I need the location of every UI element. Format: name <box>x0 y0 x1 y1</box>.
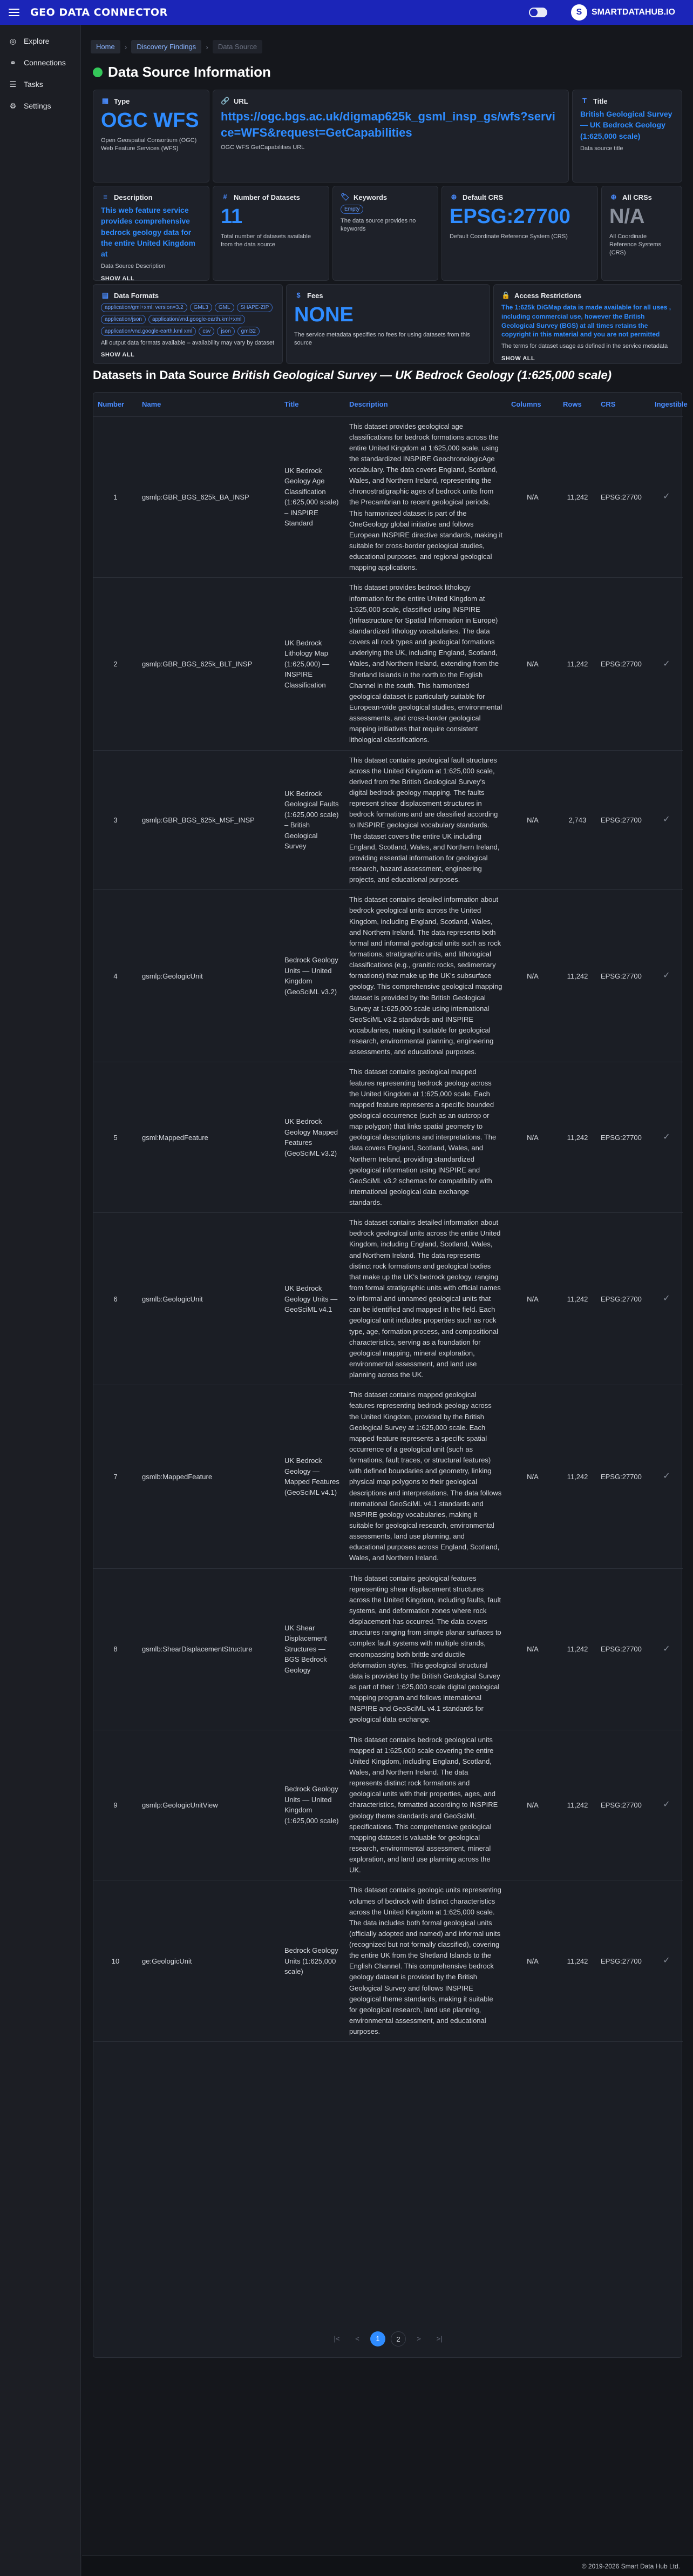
cell-number: 8 <box>93 1568 138 1730</box>
sidebar-item-explore[interactable] <box>0 30 80 52</box>
keyword-chip: Empty <box>341 205 363 214</box>
datasets-card <box>213 186 329 281</box>
access-card <box>493 284 682 364</box>
keywords-card <box>332 186 438 281</box>
cell-columns: N/A <box>507 1385 559 1568</box>
toggle-knob <box>530 9 538 16</box>
format-chip: gml32 <box>237 327 260 336</box>
sidebar-item-connections[interactable] <box>0 52 80 73</box>
title-icon: T <box>582 97 587 105</box>
page-title-text: Data Source Information <box>108 64 271 80</box>
link-icon: 🔗 <box>221 97 230 105</box>
column-header-ingestible[interactable]: Ingestible <box>650 393 683 416</box>
column-header-rows[interactable]: Rows <box>559 393 596 416</box>
cell-name: gsmlp:GeologicUnit <box>138 890 280 1062</box>
table-row[interactable] <box>93 750 683 890</box>
breadcrumb <box>91 40 262 53</box>
file-icon: ▤ <box>101 291 109 299</box>
access-sub: The terms for dataset usage as defined in the service metadata <box>501 343 668 350</box>
cell-rows: 2,743 <box>559 750 596 890</box>
cell-columns: N/A <box>507 1880 559 2042</box>
chevron-right-icon: › <box>124 42 127 51</box>
default-crs-card <box>441 186 598 281</box>
cell-description: This dataset contains geological fault structures across the United Kingdom at 1:625,000 scale, derived from the British Geological Survey's digital bedrock geology mapping. The faults represent shear displacement structures in bedrock formations and are classified according to INSPIRE geological vocabulary standards. The dataset covers the entire UK including England, Scotland, Wales, and Northern Ireland, providing essential information for geological research, hazard assessment, engineering projects, and educational purposes. <box>345 750 507 890</box>
all-crs-value: N/A <box>609 205 645 228</box>
card-label: Default CRS <box>463 193 504 201</box>
cell-crs: EPSG:27700 <box>596 1062 650 1213</box>
card-label: All CRSs <box>622 193 652 201</box>
cell-title: UK Bedrock Geology Mapped Features (GeoSciML v3.2) <box>280 1062 345 1213</box>
cell-number: 4 <box>93 890 138 1062</box>
format-chips <box>101 303 275 336</box>
cell-title: UK Shear Displacement Structures — BGS Bedrock Geology <box>280 1568 345 1730</box>
cell-crs: EPSG:27700 <box>596 578 650 750</box>
column-header-number[interactable]: Number <box>93 393 138 416</box>
cell-name: gsmlb:MappedFeature <box>138 1385 280 1568</box>
cell-crs: EPSG:27700 <box>596 1213 650 1385</box>
cell-description: This dataset contains geological mapped features representing bedrock geology across the United Kingdom at 1:625,000 scale. Each mapped feature represents a specific bounded geological occurrence (such as an outcrop or map polygon) that links spatial geometry to geological descriptions and interpretations. The data covers England, Scotland, Wales, and Northern Ireland, providing standardized geological information using INSPIRE and GeoSciML v3.2 schemas for compatibility with international geological data exchange standards. <box>345 1062 507 1213</box>
cell-columns: N/A <box>507 1568 559 1730</box>
crs-icon: ⊕ <box>451 193 457 201</box>
cell-title: Bedrock Geology Units — United Kingdom (1:625,000 scale) <box>280 1730 345 1880</box>
table-row[interactable] <box>93 578 683 750</box>
brand-logo-icon: S <box>571 4 587 21</box>
format-chip: csv <box>199 327 214 336</box>
format-chip: GML <box>215 303 234 312</box>
cell-crs: EPSG:27700 <box>596 1385 650 1568</box>
description-value: This web feature service provides comprehensive bedrock geology data for the entire United Kingdom at <box>101 206 195 259</box>
table-header-row <box>93 393 683 416</box>
gear-icon: ⚙ <box>9 102 17 110</box>
access-value: The 1:625k DiGMap data is made available for all uses , including commercial use, however the British Geological Survey (BGS) at all times retains the copyright in this material and you are not permitted <box>501 304 671 339</box>
sidebar <box>0 25 81 2576</box>
cell-rows: 11,242 <box>559 1730 596 1880</box>
type-sub: Open Geospatial Consortium (OGC) Web Feature Services (WFS) <box>101 137 197 152</box>
sidebar-item-settings[interactable] <box>0 95 80 117</box>
url-link[interactable]: https://ogc.bgs.ac.uk/digmap625k_gsml_insp_gs/wfs?service=WFS&request=GetCapabilities <box>221 110 555 139</box>
format-chip: application/vnd.google-earth.kml xml <box>101 327 196 336</box>
check-icon: ✓ <box>650 890 683 1062</box>
description-icon: ≡ <box>103 193 107 201</box>
cell-title: UK Bedrock Geology Age Classification (1:625,000 scale) – INSPIRE Standard <box>280 416 345 578</box>
card-label: Number of Datasets <box>234 193 300 201</box>
cell-crs: EPSG:27700 <box>596 416 650 578</box>
fees-value: NONE <box>294 304 354 326</box>
title-value: British Geological Survey — UK Bedrock Geology (1:625,000 scale) <box>580 110 672 140</box>
cell-crs: EPSG:27700 <box>596 1730 650 1880</box>
formats-sub: All output data formats available – availability may vary by dataset <box>101 340 274 346</box>
sidebar-item-label: Settings <box>24 102 51 110</box>
check-icon: ✓ <box>650 1213 683 1385</box>
cell-name: gsmlb:ShearDisplacementStructure <box>138 1568 280 1730</box>
format-chip: application/json <box>101 315 146 324</box>
cell-description: This dataset contains mapped geological features representing bedrock geology across the United Kingdom, provided by the British Geological Survey at 1:625,000 scale. Each mapped feature represents a specific spatial occurrence of a geological unit (such as formations, fault traces, or structural features) with defined boundaries and geometry, linking physical map polygons to their geological descriptions and interpretations. The data follows international GeoSciML v4.1 standards and INSPIRE geology vocabularies, making it suitable for geological research, environmental assessments, land use planning, and educational purposes across England, Scotland, Wales, and Northern Ireland. <box>345 1385 507 1568</box>
cell-description: This dataset contains bedrock geological units mapped at 1:625,000 scale covering the entire United Kingdom, including England, Scotland, Wales, and Northern Ireland. The data represents distinct rock formations and geological units with their properties, ages, and characteristics, formatted according to INSPIRE geology theme standards and GeoSciML specifications. This comprehensive geological mapping dataset is valuable for geological research, environmental assessment, mineral exploration, and land use planning across the UK. <box>345 1730 507 1880</box>
cell-name: gsmlb:GeologicUnit <box>138 1213 280 1385</box>
sidebar-item-label: Connections <box>24 58 66 67</box>
cell-rows: 11,242 <box>559 1880 596 2042</box>
cell-columns: N/A <box>507 750 559 890</box>
top-bar <box>0 0 693 25</box>
sidebar-item-label: Explore <box>24 37 50 45</box>
next-page-button[interactable]: > <box>417 2335 421 2343</box>
currency-icon: $ <box>296 291 301 299</box>
cell-crs: EPSG:27700 <box>596 1568 650 1730</box>
cell-description: This dataset provides bedrock lithology information for the entire United Kingdom at 1:625,000 scale, classified using INSPIRE (Infrastructure for Spatial Information in Europe) standardized lithology vocabularies. The data covers all rock types and geological formations underlying the UK, including England, Scotland, Wales, and Northern Ireland, extending from the Shetland Islands in the north to the English Channel in the south. This harmonized geological dataset is particularly suitable for European-wide geological studies, environmental assessments, and cross-border geological mapping initiatives that require consistent lithological classifications. <box>345 578 507 750</box>
cell-rows: 11,242 <box>559 1213 596 1385</box>
page-button-1[interactable]: 1 <box>370 2331 385 2346</box>
card-label: Type <box>114 97 130 105</box>
cell-number: 10 <box>93 1880 138 2042</box>
page-button-2[interactable]: 2 <box>391 2331 406 2346</box>
fees-sub: The service metadata specifies no fees for using datasets from this source <box>294 331 470 346</box>
cell-title: Bedrock Geology Units — United Kingdom (GeoSciML v3.2) <box>280 890 345 1062</box>
cell-name: gsmlp:GBR_BGS_625k_BA_INSP <box>138 416 280 578</box>
check-icon: ✓ <box>650 1730 683 1880</box>
cell-title: Bedrock Geology Units (1:625,000 scale) <box>280 1880 345 2042</box>
pagination <box>93 2331 683 2346</box>
cell-title: UK Bedrock Geology Units — GeoSciML v4.1 <box>280 1213 345 1385</box>
cell-columns: N/A <box>507 1062 559 1213</box>
cell-number: 5 <box>93 1062 138 1213</box>
page-title <box>93 64 271 80</box>
breadcrumb-discovery-findings[interactable]: Discovery Findings <box>131 40 201 53</box>
check-icon: ✓ <box>650 578 683 750</box>
format-chip: GML3 <box>190 303 212 312</box>
cell-title: UK Bedrock Geological Faults (1:625,000 scale) – British Geological Survey <box>280 750 345 890</box>
crs-icon: ⊕ <box>610 193 617 201</box>
column-header-title[interactable]: Title <box>280 393 345 416</box>
tasks-icon: ☰ <box>9 80 17 89</box>
keywords-sub: The data source provides no keywords <box>341 218 416 233</box>
cell-rows: 11,242 <box>559 890 596 1062</box>
cell-rows: 11,242 <box>559 1385 596 1568</box>
cell-rows: 11,242 <box>559 1568 596 1730</box>
cell-description: This dataset contains geologic units representing volumes of bedrock with distinct characteristics across the United Kingdom at 1:625,000 scale. The data includes both formal geological units (officially adopted and named) and informal units (recognized but not formally classified), covering the entire UK from the Shetland Islands to the English Channel. This comprehensive bedrock geology dataset is provided by the British Geological Survey and follows INSPIRE geological theme standards, making it suitable for geological research, land use planning, environmental assessment, and educational purposes. <box>345 1880 507 2042</box>
description-card <box>93 186 209 281</box>
cell-title: UK Bedrock Geology — Mapped Features (GeoSciML v4.1) <box>280 1385 345 1568</box>
cell-number: 1 <box>93 416 138 578</box>
table-row[interactable] <box>93 1213 683 1385</box>
type-value: OGC WFS <box>101 109 199 132</box>
cell-columns: N/A <box>507 416 559 578</box>
copyright-text: © 2019-2026 Smart Data Hub Ltd. <box>581 2562 680 2570</box>
table-row[interactable] <box>93 1730 683 1880</box>
table-row[interactable] <box>93 1062 683 1213</box>
cell-name: gsmlp:GeologicUnitView <box>138 1730 280 1880</box>
card-label: URL <box>234 97 248 105</box>
globe-icon: ◎ <box>9 37 17 45</box>
table-row[interactable] <box>93 890 683 1062</box>
default-crs-value: EPSG:27700 <box>450 205 570 228</box>
show-all-button[interactable]: SHOW ALL <box>101 352 135 359</box>
column-header-crs[interactable]: CRS <box>596 393 650 416</box>
format-chip: SHAPE-ZIP <box>237 303 273 312</box>
card-label: Keywords <box>354 193 388 201</box>
datasets-heading <box>93 368 612 382</box>
menu-icon[interactable] <box>6 7 22 18</box>
cell-number: 3 <box>93 750 138 890</box>
last-page-button[interactable]: >| <box>436 2335 443 2343</box>
table-row[interactable] <box>93 416 683 578</box>
url-sub: OGC WFS GetCapabilities URL <box>221 144 305 151</box>
cell-rows: 11,242 <box>559 1062 596 1213</box>
check-icon: ✓ <box>650 1568 683 1730</box>
card-label: Access Restrictions <box>514 291 582 300</box>
table-row[interactable] <box>93 1880 683 2042</box>
card-label: Data Formats <box>114 291 159 300</box>
check-icon: ✓ <box>650 416 683 578</box>
sidebar-item-tasks[interactable] <box>0 73 80 95</box>
prev-page-button[interactable]: < <box>355 2335 359 2343</box>
format-chip: json <box>217 327 234 336</box>
datasets-table <box>93 392 688 2358</box>
cell-crs: EPSG:27700 <box>596 890 650 1062</box>
cell-description: This dataset contains geological features representing shear displacement structures across the United Kingdom, including faults, fault systems, and deformation zones where rock displacement has occurred. The data covers structures ranging from simple planar surfaces to complex fault systems with multiple strands, encompassing both brittle and ductile deformation styles. This geological structural data is provided by the British Geological Survey as part of their 1:625,000 scale digital geological mapping program and follows international INSPIRE and GeoSciML v4.1 standards for geological data exchange. <box>345 1568 507 1730</box>
title-card <box>572 90 682 183</box>
brand-name: SMARTDATAHUB.IO <box>592 8 675 17</box>
lock-icon: 🔒 <box>501 291 511 299</box>
cell-number: 6 <box>93 1213 138 1385</box>
all-crs-card <box>601 186 682 281</box>
cell-name: gsmlp:GBR_BGS_625k_MSF_INSP <box>138 750 280 890</box>
cell-columns: N/A <box>507 1730 559 1880</box>
chevron-right-icon: › <box>206 42 208 51</box>
default-crs-sub: Default Coordinate Reference System (CRS) <box>450 233 568 240</box>
datasets-icon: # <box>223 193 227 201</box>
sidebar-item-label: Tasks <box>24 80 43 89</box>
formats-card <box>93 284 283 364</box>
format-chip: application/vnd.google-earth.kml+xml <box>148 315 245 324</box>
datasets-heading-prefix: Datasets in Data Source <box>93 368 232 382</box>
cell-number: 9 <box>93 1730 138 1880</box>
cell-columns: N/A <box>507 1213 559 1385</box>
card-label: Description <box>114 193 153 201</box>
first-page-button[interactable]: |< <box>334 2335 340 2343</box>
description-sub: Data Source Description <box>101 263 166 270</box>
cell-name: ge:GeologicUnit <box>138 1880 280 2042</box>
cell-name: gsmlp:GBR_BGS_625k_BLT_INSP <box>138 578 280 750</box>
table-row[interactable] <box>93 1385 683 1568</box>
check-icon: ✓ <box>650 1385 683 1568</box>
card-label: Fees <box>307 291 323 300</box>
app-title: GEO DATA CONNECTOR <box>30 6 168 18</box>
cell-description: This dataset provides geological age classifications for bedrock formations across the entire United Kingdom at 1:625,000 scale, using the standardized INSPIRE GeochronologicAge vocabulary. The data covers England, Scotland, Wales, and Northern Ireland, representing the chronostratigraphic ages of bedrock units from the Precambrian to recent geological periods. This harmonized dataset is part of the OneGeology global initiative and follows European INSPIRE directive standards, making it suitable for cross-border geological studies, educational purposes, and regional geological mapping applications. <box>345 416 507 578</box>
check-icon: ✓ <box>650 750 683 890</box>
cell-title: UK Bedrock Lithology Map (1:625,000) — INSPIRE Classification <box>280 578 345 750</box>
breadcrumb-data-source: Data Source <box>213 40 262 53</box>
breadcrumb-home[interactable]: Home <box>91 40 120 53</box>
cell-number: 7 <box>93 1385 138 1568</box>
cell-name: gsml:MappedFeature <box>138 1062 280 1213</box>
type-icon: ▦ <box>101 97 109 105</box>
fees-card <box>286 284 490 364</box>
all-crs-sub: All Coordinate Reference Systems (CRS) <box>609 233 661 257</box>
status-indicator-icon <box>93 68 103 77</box>
link-icon: ⚭ <box>10 58 16 67</box>
url-card <box>213 90 569 183</box>
cell-description: This dataset contains detailed information about bedrock geological units across the entire United Kingdom, including England, Scotland, Wales, and Northern Ireland. The data represents distinct rock formations and geological bodies that make up the UK's bedrock geology, ranging from formal stratigraphic units with official names to informal and unnamed geological units that can be identified and mapped in the field. Each geological unit includes properties such as rock type, age, formation process, and compositional characteristics, serving as a foundation for geological mapping, mineral exploration, environmental assessment, and land use planning across the UK. <box>345 1213 507 1385</box>
datasets-sub: Total number of datasets available from the data source <box>221 233 311 248</box>
column-header-name[interactable]: Name <box>138 393 280 416</box>
check-icon: ✓ <box>650 1062 683 1213</box>
show-all-button[interactable]: SHOW ALL <box>501 355 535 362</box>
cell-crs: EPSG:27700 <box>596 750 650 890</box>
type-card <box>93 90 209 183</box>
cell-columns: N/A <box>507 890 559 1062</box>
cell-rows: 11,242 <box>559 578 596 750</box>
check-icon: ✓ <box>650 1880 683 2042</box>
cell-crs: EPSG:27700 <box>596 1880 650 2042</box>
cell-description: This dataset contains detailed information about bedrock geological units across the United Kingdom, including England, Scotland, Wales, and Northern Ireland. The data represents both formal and informal geological units such as rock formations, stratigraphic units, and lithological classifications (e.g., granitic rocks, sedimentary formations) that make up the UK's subsurface geology. This comprehensive geological mapping dataset is provided by the British Geological Survey at 1:625,000 scale using international GeoSciML v3.2 standards and INSPIRE vocabularies, making it suitable for geological research, environmental planning, engineering assessments, and educational purposes. <box>345 890 507 1062</box>
tag-icon: 🏷 <box>341 193 350 201</box>
table-row[interactable] <box>93 1568 683 1730</box>
column-header-columns[interactable]: Columns <box>507 393 559 416</box>
format-chip: application/gml+xml; version=3.2 <box>101 303 187 312</box>
datasets-value: 11 <box>221 205 243 228</box>
cell-rows: 11,242 <box>559 416 596 578</box>
theme-toggle[interactable] <box>529 8 547 17</box>
column-header-description[interactable]: Description <box>345 393 507 416</box>
card-label: Title <box>593 97 608 105</box>
brand[interactable] <box>571 4 675 21</box>
footer <box>82 2555 693 2576</box>
cell-columns: N/A <box>507 578 559 750</box>
title-sub: Data source title <box>580 145 623 152</box>
show-all-button[interactable]: SHOW ALL <box>101 275 135 282</box>
datasets-heading-name: British Geological Survey — UK Bedrock Geology (1:625,000 scale) <box>232 368 612 382</box>
cell-number: 2 <box>93 578 138 750</box>
